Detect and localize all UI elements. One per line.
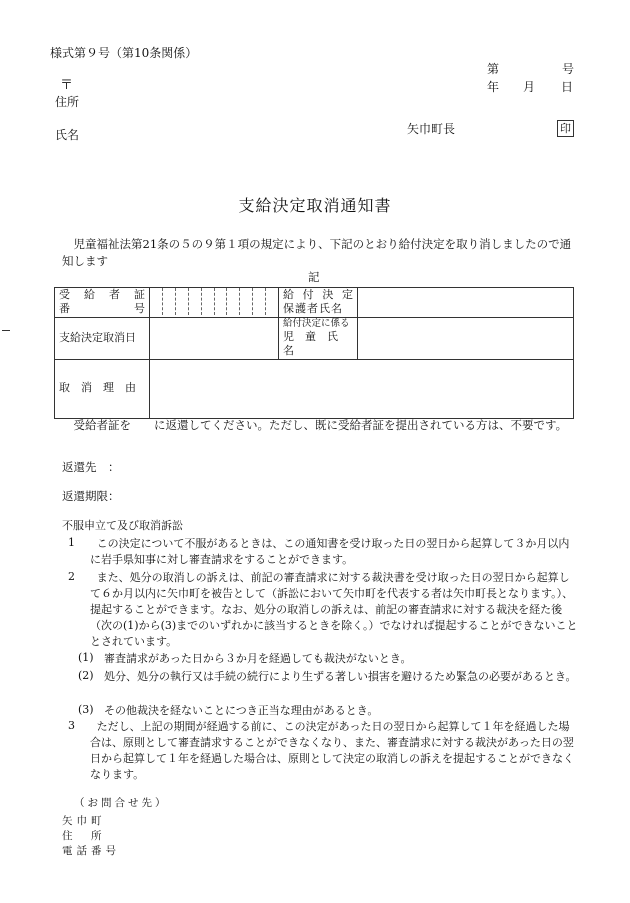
contact-office: 矢巾町 xyxy=(62,815,106,827)
sub-number: (1) xyxy=(78,651,94,664)
cert-digit-box[interactable] xyxy=(150,288,163,315)
appeal-item-text: また、処分の取消しの訴えは、前記の審査請求に対する裁決書を受け取った日の翌日から起算して６か月以内に矢巾町を被告として（訴訟において矢巾町を代表する者は矢巾町長となります。）、提起することができます。なお、処分の取消しの訴えは、前記の審査請求に対する裁決を経た後（次の(1)から(3)までのいずれかに該当するときを除く。）でなければ提起することができないこととされています。 xyxy=(90,571,578,648)
return-notice: 受給者証を に返還してください。ただし、既に受給者証を提出されている方は、不要です。 xyxy=(73,418,568,432)
issuer-mayor: 矢巾町長 xyxy=(407,122,456,136)
child-name-field[interactable] xyxy=(358,317,574,359)
sub-text: 処分、処分の執行又は手続の続行により生ずる著しい損害を避けるため緊急の必要があるとき。 xyxy=(104,670,577,683)
contact-phone: 電話番号 xyxy=(62,845,120,857)
sub-text: 審査請求があった日から３か月を経過しても裁決がないとき。 xyxy=(104,652,412,665)
seal-box: 印 xyxy=(557,120,574,137)
document-number-suffix: 号 xyxy=(562,62,575,76)
cert-digit-box[interactable] xyxy=(163,288,176,315)
contact-address: 住 所 xyxy=(62,830,106,842)
sub-text: その他裁決を経ないことにつき正当な理由があるとき。 xyxy=(104,704,379,717)
ki-heading: 記 xyxy=(308,270,320,284)
reason-label: 取 消 理 由 xyxy=(55,359,150,418)
contact-heading: （お問合せ先） xyxy=(74,797,169,809)
name-label: 氏名 xyxy=(55,128,80,142)
cancel-date-label: 支給決定取消日 xyxy=(55,317,150,359)
child-name-label: 給付決定に係る 児 童 氏 名 xyxy=(279,317,358,359)
guardian-name-field[interactable] xyxy=(358,288,574,318)
guardian-name-label: 給 付 決 定 保護者氏名 xyxy=(279,288,358,318)
reason-field[interactable] xyxy=(150,359,574,418)
form-code: 様式第９号（第10条関係） xyxy=(50,46,198,60)
document-title: 支給決定取消通知書 xyxy=(238,196,392,215)
cert-digit-box[interactable] xyxy=(240,288,253,315)
cert-digit-box[interactable] xyxy=(215,288,228,315)
item-number: 3 xyxy=(68,719,75,732)
item-number: 1 xyxy=(68,536,75,549)
return-destination: 返還先 ： xyxy=(62,460,120,474)
date-year-label: 年 xyxy=(487,80,500,94)
cert-number-label: 受 給 者 証 番 号 xyxy=(55,288,150,318)
cert-digit-box[interactable] xyxy=(202,288,215,315)
cert-digit-box[interactable] xyxy=(253,288,266,315)
intro-paragraph: 児童福祉法第21条の５の９第１項の規定により、下記のとおり給付決定を取り消しましたので通知します xyxy=(62,237,572,268)
address-label: 住所 xyxy=(55,95,80,109)
sub-number: (2) xyxy=(78,669,94,682)
cert-digit-box[interactable] xyxy=(266,288,278,315)
cancel-date-field[interactable] xyxy=(150,317,279,359)
document-number-prefix: 第 xyxy=(487,62,500,76)
sub-number: (3) xyxy=(78,703,94,716)
cert-number-field[interactable] xyxy=(150,288,279,318)
item-number: 2 xyxy=(68,570,75,583)
margin-mark xyxy=(2,330,10,331)
details-table xyxy=(54,287,574,419)
cert-digit-box[interactable] xyxy=(176,288,189,315)
cert-digit-box[interactable] xyxy=(227,288,240,315)
return-deadline: 返還期限： xyxy=(62,489,120,503)
appeal-item-text: この決定について不服があるときは、この通知書を受け取った日の翌日から起算して３か月以内に岩手県知事に対し審査請求をすることができます。 xyxy=(90,537,570,566)
cert-digit-box[interactable] xyxy=(189,288,202,315)
postal-mark: 〒 xyxy=(60,78,74,93)
date-day-label: 日 xyxy=(561,80,574,94)
appeal-heading: 不服申立て及び取消訴訟 xyxy=(62,519,183,532)
date-month-label: 月 xyxy=(523,80,536,94)
appeal-item-text: ただし、上記の期間が経過する前に、この決定があった日の翌日から起算して１年を経過した場合は、原則として審査請求することができなくなり、また、審査請求に対する裁決があった日の翌日から起算して１年を経過した場合は、原則として決定の取消しの訴えを提起することができなくなります。 xyxy=(90,720,574,781)
